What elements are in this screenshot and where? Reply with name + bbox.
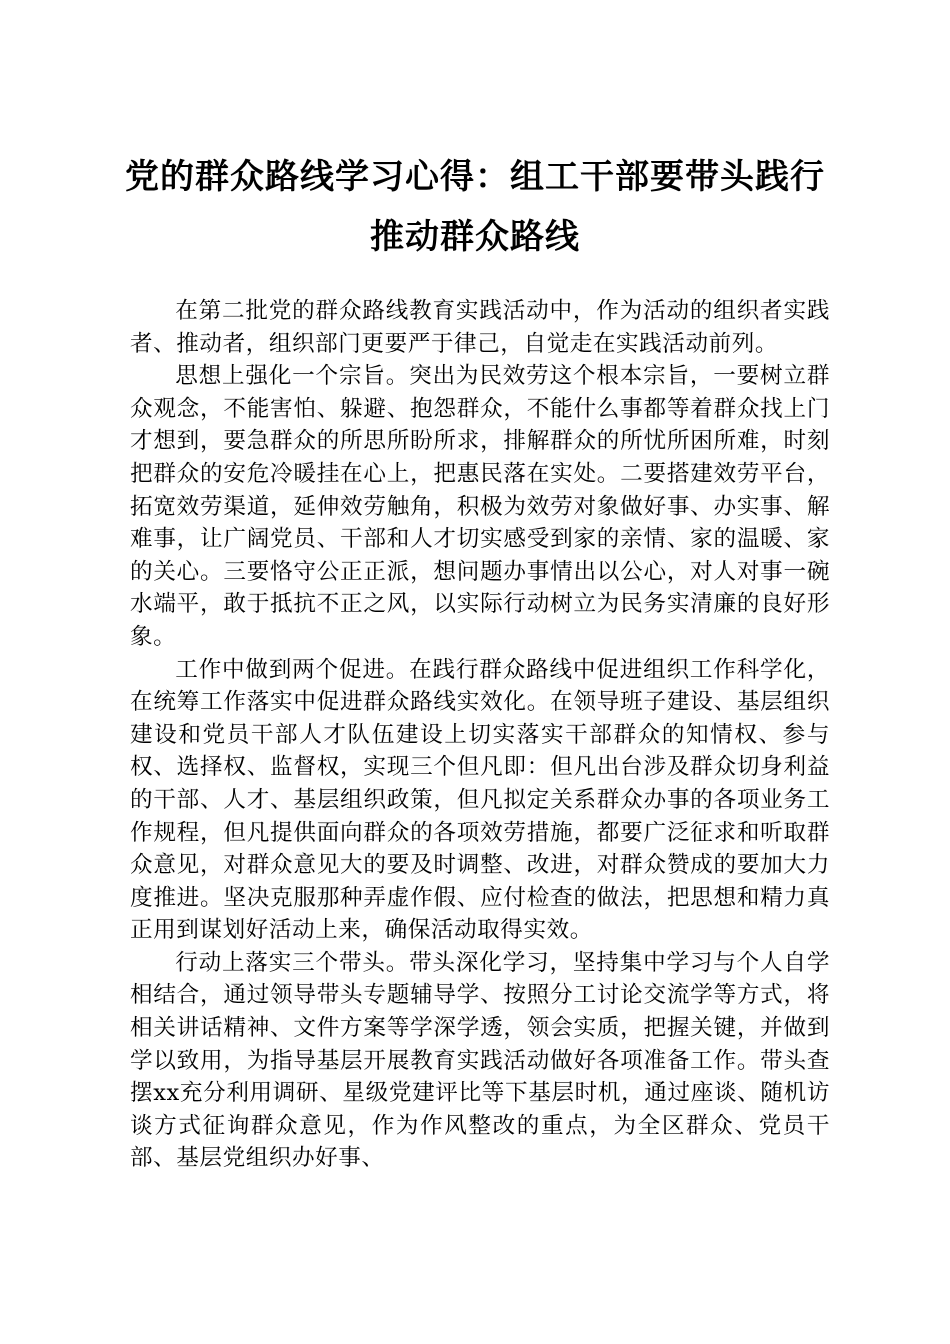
document-title: [100, 157, 850, 257]
document-body: [130, 295, 830, 1175]
paragraph-work: 工作中做到两个促进。在践行群众路线中促进组织工作科学化，在统筹工作落实中促进群众路线实效化。在领导班子建设、基层组织建设和党员干部人才队伍建设上切实落实干部群众的知情权、参与权、选择权、监督权，实现三个但凡即：但凡出台涉及群众切身利益的干部、人才、基层组织政策，但凡拟定关系群众办事的各项业务工作规程，但凡提供面向群众的各项效劳措施，都要广泛征求和听取群众意见，对群众意见大的要及时调整、改进，对群众赞成的要加大力度推进。坚决克服那种弄虚作假、应付检查的做法，把思想和精力真正用到谋划好活动上来，确保活动取得实效。: [130, 656, 830, 944]
paragraph-intro: 在第二批党的群众路线教育实践活动中，作为活动的组织者实践者、推动者，组织部门更要严于律己，自觉走在实践活动前列。: [130, 298, 830, 357]
paragraph-thought: 思想上强化一个宗旨。突出为民效劳这个根本宗旨，一要树立群众观念，不能害怕、躲避、抱怨群众，不能什么事都等着群众找上门才想到，要急群众的所思所盼所求，排解群众的所忧所困所难，时刻把群众的安危冷暖挂在心上，把惠民落在实处。二要搭建效劳平台，拓宽效劳渠道，延伸效劳触角，积极为效劳对象做好事、办实事、解难事，让广阔党员、干部和人才切实感受到家的亲情、家的温暖、家的关心。三要恪守公正正派，想问题办事情出以公心，对人对事一碗水端平，敢于抵抗不正之风，以实际行动树立为民务实清廉的良好形象。: [130, 363, 830, 650]
title-line-2: 推动群众路线: [370, 217, 580, 257]
paragraph-action: 行动上落实三个带头。带头深化学习，坚持集中学习与个人自学相结合，通过领导带头专题辅导学、按照分工讨论交流学等方式，将相关讲话精神、文件方案等学深学透，领会实质，把握关键，并做到学以致用，为指导基层开展教育实践活动做好各项准备工作。带头查摆xx充分利用调研、星级党建评比等下基层时机，通过座谈、随机访谈方式征询群众意见，作为作风整改的重点，为全区群众、党员干部、基层党组织办好事、: [130, 949, 830, 1172]
title-line-1: 党的群众路线学习心得：组工干部要带头践行: [125, 157, 825, 197]
